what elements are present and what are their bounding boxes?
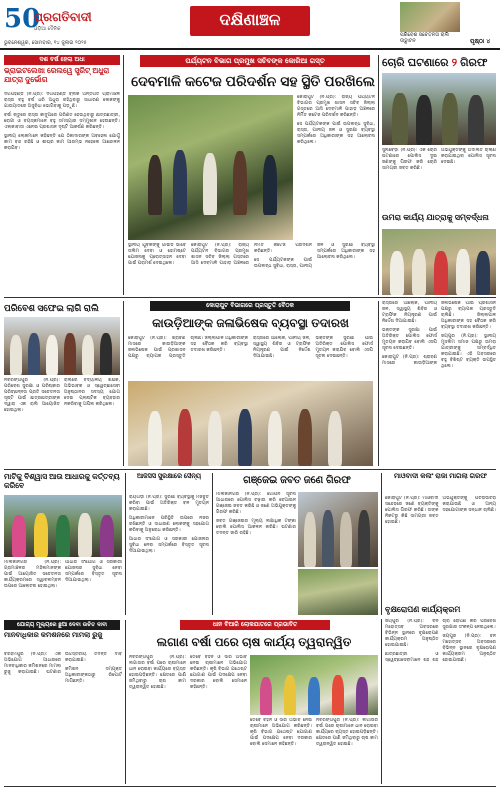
story-5-paragraph: ନବରଙ୍ଗପୁର (ନି.ପ୍ର): ପରିବେଶ ସୁରକ୍ଷା ଓ ପରିଷ୍କାର ପରିଚ୍ଛନ୍ନତା ପ୍ରତି ସଚେତନତା ସୃଷ୍ଟି ପାଇଁ ଛାତ୍ରଛାତ୍ରୀଙ୍କ ଦ୍ୱାରା ଏକ ରାଲି ଆୟୋଜିତ ହୋଇଥିଲା। <box>4 378 60 413</box>
logo-tagline: ଓଡ଼ିଆ ଦୈନିକ <box>34 26 61 32</box>
footer-rule <box>4 786 496 787</box>
logo-name: ପ୍ରଗତିବାଦୀ <box>34 10 92 24</box>
story-5-body <box>4 378 120 466</box>
story-2-paragraph: କୋରାପୁଟ (ନି.ପ୍ର): ରାଜ୍ୟ ପର୍ଯ୍ୟଟନ ବିଭାଗର ପ୍ରମୁଖ ଶାସନ ସଚିବ ଜିଲ୍ଲା ଗସ୍ତରେ ଆସି ଦେବମାଳି ପାହାଡ଼ ଅଞ୍ଚଳରେ ନିର୍ମିତ କଟେଜ ପରିଦର୍ଶନ କରିଛନ୍ତି। <box>191 243 312 266</box>
story-3-headline-number: ୨ <box>451 57 458 69</box>
story-6-paragraph: ରାସ୍ତାରେ ଆଲୋକ, ପାନୀୟ ଜଳ, ସ୍ୱାସ୍ଥ୍ୟ ଶିବିର ଓ ଟ୍ରାଫିକ ନିୟନ୍ତ୍ରଣ ପାଇଁ ନିର୍ଦ୍ଦେଶ ଦିଆଯାଇଛି। <box>253 336 311 359</box>
story-7-body <box>4 560 122 615</box>
story-5-paragraph: ରାଲିରେ ବିଦ୍ୟାଳୟ ଶିକ୍ଷକ, ଅଭିଭାବକ ଓ ସ୍ୱେଚ୍ଛାସେବୀ ଅନୁଷ୍ଠାନର ସଦସ୍ୟ ଯୋଗ ଦେଇ ପ୍ଲାଷ୍ଟିକ ବ୍ୟବହାର ନକରିବାକୁ ଅପିଲ କରିଥିଲେ। <box>64 378 120 407</box>
story-9-photo <box>298 492 378 567</box>
issue-dateline: ଭୁବନେଶ୍ୱର, ସୋମବାର, ୧୪ ଜୁଲାଇ ୨୦୨୫ <box>4 40 87 46</box>
story-13-paragraph: ନବରଙ୍ଗପୁର (ନି.ପ୍ର): ଲଗାତାର ବର୍ଷା ପରେ ଚାଷୀମାନେ ଧାନ ରୋଇବା କାର୍ଯ୍ୟରେ ବ୍ୟସ୍ତ ହୋଇପଡ଼ିଛନ୍ତି। କ୍ଷେତରେ ପାଣି ଜମିଥିବାରୁ ଚାଷ କାମ ତ୍ୱରାନ୍ୱିତ ହୋଇଛି। <box>129 655 186 690</box>
story-12-body <box>4 652 122 784</box>
story-1-kicker: ଦଶ ବର୍ଷ ହେଲା ଅଧା <box>4 55 120 65</box>
column-rule <box>381 473 382 615</box>
story-8-paragraph: ଅଧିକାରୀମାନେ ପରିସ୍ଥିତି ଉପରେ ନଜର ରଖିଛନ୍ତି ଓ ସାଧାରଣ ଲୋକଙ୍କୁ ସହଯୋଗ କରିବାକୁ ଅନୁରୋଧ କରିଛନ୍ତି। <box>129 516 209 533</box>
story-3-paragraph: ଅଭିଯୁକ୍ତଙ୍କୁ ଅଦାଲତ ଚାଲାଣ କରାଯାଇଥିବା ପୋଲିସ ସୂଚନା ଦେଇଛି। <box>441 148 496 165</box>
story-2-headline: ଦେବମାଳି କଟେଜ ପରିଦର୍ଶନ ସହ ସ୍ଥିତି ପରଖିଲେ <box>131 73 375 89</box>
story-9-body <box>216 492 296 615</box>
story-12-paragraph: କମିଶନ ସମ୍ପୃକ୍ତ ଅଧିକାରୀଙ୍କଠାରୁ ରିପୋର୍ଟ ମାଗିଛନ୍ତି। <box>65 667 122 684</box>
story-6-paragraph: ରାସ୍ତାରେ ଆଲୋକ, ପାନୀୟ ଜଳ, ସ୍ୱାସ୍ଥ୍ୟ ଶିବିର ଓ ଟ୍ରାଫିକ ନିୟନ୍ତ୍ରଣ ପାଇଁ ନିର୍ଦ୍ଦେଶ ଦିଆଯାଇଛି। <box>382 301 437 324</box>
story-11-body <box>385 619 496 784</box>
story-10-paragraph: ଅଭିଯୁକ୍ତଙ୍କୁ ପଚରାଉଚରା କରାଯାଉଛି ଓ ଅନ୍ୟ ସହଯୋଗୀଙ୍କ ସନ୍ଧାନ ଚାଲିଛି। <box>442 496 496 513</box>
story-1-paragraph: ବର୍ଷା ଋତୁରେ ରାସ୍ତା କାଦୁଅରେ ପରିଣତ ହେଉଥିବାରୁ ଛାତ୍ରଛାତ୍ରୀ, ରୋଗୀ ଓ ବୟସ୍କମାନେ ବହୁ ସମସ୍ୟାର ସମ୍ମୁଖୀନ ହେଉଛନ୍ତି। ଏଲାକାବାସୀ ଏନେଇ ପ୍ରଶାସନ ଦୃଷ୍ଟି ଆକର୍ଷଣ କରିଛନ୍ତି। <box>4 113 120 130</box>
story-4-paragraph: ଜୟପୁର (ନି.ପ୍ର): ସ୍ଥାନୀୟ ମୁସଲିମ ସମାଜ ପକ୍ଷରୁ ଉମରା ଯାତ୍ରୀଙ୍କୁ ସମ୍ବର୍ଦ୍ଧିତ କରାଯାଇଛି। ଏହି ଅବସରରେ ବହୁ ବିଶିଷ୍ଟ ବ୍ୟକ୍ତି ଉପସ୍ଥିତ ଥିଲେ। <box>441 334 496 369</box>
story-6-paragraph: ଭକ୍ତଙ୍କ ସୁରକ୍ଷା ପାଇଁ ଅତିରିକ୍ତ ପୋଲିସ ଫୋର୍ସ ମୁତୟନ କରାଯିବ ବୋଲି ଏସପି ସୂଚନା ଦେଇଛନ୍ତି। <box>315 336 373 359</box>
story-3-headline <box>382 55 496 71</box>
column-rule <box>212 473 213 615</box>
story-13-kicker: ଧାନ ବିଆରି ଲୋକଯାତରେ ପ୍ରଭାବିତ <box>180 620 330 630</box>
story-1-body <box>4 92 120 292</box>
story-8-paragraph: ଆଧାର ସଂଯୋଗ ଓ ସରକାରୀ ଯୋଜନାର ସୁବିଧା ନେବା ସମ୍ପର୍କରେ ବିସ୍ତୃତ ସୂଚନା ଦିଆଯାଇଥିଲା। <box>129 537 209 554</box>
story-13-body <box>129 655 247 784</box>
column-rule <box>381 619 382 784</box>
story-9-seized-goods-photo <box>298 569 378 615</box>
promo-caption: ପରିବେଶ ସଚେତନତା ରାଲି ଉଦ୍ଘାଟନ <box>400 32 449 44</box>
column-rule <box>123 55 124 295</box>
story-7-paragraph: ମାଲକାନଗିରି (ନି.ପ୍ର): ଗ୍ରାମାଞ୍ଚଳର ମହିଳାମାନଙ୍କ ପାଇଁ ଆୟୋଜିତ ସଚେତନତା କାର୍ଯ୍ୟକ୍ରମରେ ସ୍ୱାବଲମ୍ବନ ଉପରେ ଆଲୋଚନା ହୋଇଥିଲା। <box>4 560 61 589</box>
newspaper-logo <box>4 4 154 44</box>
story-9-paragraph: ମାଲକାନଗିରି (ନି.ପ୍ର): ଗୋପନ ସୂଚନା ଆଧାରରେ ପୋଲିସ ଚଢ଼ାଉ କରି ବେଆଇନ ଗଞ୍ଜେଇ ଜବତ କରିଛି ଓ ଜଣେ ଅଭିଯୁକ୍ତଙ୍କୁ ଗିରଫ କରିଛି। <box>216 492 296 515</box>
story-2-photo <box>128 95 293 240</box>
story-6-paragraph: କୋରାପୁଟ (ନି.ପ୍ର): ଶ୍ରାବଣ ମାସରେ କାଉଡ଼ିଆଙ୍କ ଜଳାଭିଷେକ ପାଇଁ ପ୍ରଶାସନ ପକ୍ଷରୁ ବ୍ୟାପକ ପ୍ରସ୍ତୁତି ଚାଲିଛି। ଜିଲ୍ଲାପାଳ ଅଧିକାରୀଙ୍କ ସହ ବୈଠକ କରି ବ୍ୟବସ୍ଥା ତଦାରଖ କରିଛନ୍ତି। <box>382 301 496 366</box>
story-13-paragraph: ତେବେ ବିହନ ଓ ସାର ଅଭାବ ନେଇ ଚାଷୀମାନେ ଅଭିଯୋଗ କରିଛନ୍ତି। କୃଷି ବିଭାଗ ଯଥେଷ୍ଟ ଯୋଗାଣ ପାଇଁ ପଦକ୍ଷେପ ନେବା ଦରକାର ବୋଲି ସେମାନେ କହିଛନ୍ତି। <box>190 655 247 690</box>
story-6-body <box>128 336 373 378</box>
masthead <box>0 0 500 50</box>
story-4-photo <box>382 229 496 295</box>
story-13-photo-field <box>250 655 378 715</box>
story-6-headline: କାଉଡ଼ିଆଙ୍କ ଜଳାଭିଷେକ ବ୍ୟବସ୍ଥା ତଦାରଖ <box>152 316 349 330</box>
story-13-paragraph: ତେବେ ବିହନ ଓ ସାର ଅଭାବ ନେଇ ଚାଷୀମାନେ ଅଭିଯୋଗ କରିଛନ୍ତି। କୃଷି ବିଭାଗ ଯଥେଷ୍ଟ ଯୋଗାଣ ପାଇଁ ପଦକ୍ଷେପ ନେବା ଦରକାର ବୋଲି ସେମାନେ କହିଛନ୍ତି। <box>250 718 312 747</box>
story-2-paragraph: ସେ ପର୍ଯ୍ୟଟକଙ୍କ ପାଇଁ ଉପଲବ୍ଧ ସୁବିଧା, ରାସ୍ତା, ପାନୀୟ ଜଳ ଓ ସୁରକ୍ଷା ବ୍ୟବସ୍ଥା ସମ୍ପର୍କରେ ଅଧିକାରୀଙ୍କ ସହ ଆଲୋଚନା କରିଥିଲେ। <box>297 122 375 145</box>
story-5-headline: ପରିବେଶ ସଫେଇ ଲାଗି ରାଲି <box>4 303 99 313</box>
story-7-headline: ମାଟିକୁ ବିଶ୍ୱାସ ଆଉ ଆଧାରକୁ କର୍ତ୍ତବ୍ୟ କରିବେ <box>4 473 120 490</box>
story-3-photo <box>382 73 496 145</box>
story-12-paragraph: ବରହମପୁର (ନି.ପ୍ର): ଏକ ଅଭିଯୋଗ ଆଧାରରେ ମାନବାଧିକାର କମିଶନରେ ମାମଲା ରୁଜୁ କରାଯାଇଛି। ଘଟଣାର ଉଚ୍ଚସ୍ତରୀୟ ତଦନ୍ତ ଦାବି କରାଯାଇଛି। <box>4 652 122 675</box>
story-11-paragraph: ଛାତ୍ରଛାତ୍ରୀ ଓ ସ୍ୱେଚ୍ଛାସେବୀମାନେ ଶହ ଶହ ଚାରା ରୋପଣ କରି ପରିବେଶ ସୁରକ୍ଷାର ସଂକଳ୍ପ ନେଇଥିଲେ। <box>385 619 496 663</box>
story-7-paragraph: ଆଧାର ସଂଯୋଗ ଓ ସରକାରୀ ଯୋଜନାର ସୁବିଧା ନେବା ସମ୍ପର୍କରେ ବିସ୍ତୃତ ସୂଚନା ଦିଆଯାଇଥିଲା। <box>65 560 122 583</box>
story-3-headline-prefix: ଚୋରି ଘଟଣାରେ <box>382 57 449 69</box>
story-1-paragraph: ସ୍ଥାନୀୟ ଲୋକମାନେ କହିଛନ୍ତି ଯେ ଠିକାଦାରଙ୍କ ଅବହେଳା ଯୋଗୁଁ କାମ ବନ୍ଦ ରହିଛି ଓ ଶୀଘ୍ର କାମ ଆରମ୍ଭ ନହେଲେ ଆନ୍ଦୋଳନ କରାଯିବ। <box>4 134 120 151</box>
story-6-paragraph: ଭକ୍ତଙ୍କ ସୁରକ୍ଷା ପାଇଁ ଅତିରିକ୍ତ ପୋଲିସ ଫୋର୍ସ ମୁତୟନ କରାଯିବ ବୋଲି ଏସପି ସୂଚନା ଦେଇଛନ୍ତି। <box>382 328 437 351</box>
story-6-paragraph: କୋରାପୁଟ (ନି.ପ୍ର): ଶ୍ରାବଣ ମାସରେ କାଉଡ଼ିଆଙ୍କ ଜଳାଭିଷେକ ପାଇଁ ପ୍ରଶାସନ ପକ୍ଷରୁ ବ୍ୟାପକ ପ୍ରସ୍ତୁତି ଚାଲିଛି। ଜିଲ୍ଲାପାଳ ଅଧିକାରୀଙ୍କ ସହ ବୈଠକ କରି ବ୍ୟବସ୍ଥା ତଦାରଖ କରିଛନ୍ତି। <box>128 336 248 359</box>
story-3-headline-suffix: ଗିରଫ <box>460 57 488 69</box>
section-title: ଦକ୍ଷିଣାଞ୍ଚଳ <box>190 6 310 36</box>
story-2-body-col-b <box>128 243 375 293</box>
story-10-headline: ମାଓବାଦୀ କଲିଂ ରାଜା ମାଗିଲା ଗିରଫ <box>393 473 488 480</box>
story-9-paragraph: ଜବତ ଗଞ୍ଜେଇର ମୂଲ୍ୟ ଲକ୍ଷାଧିକ ଟଙ୍କା ବୋଲି ପୋଲିସ ଆକଳନ କରିଛି। ଘଟଣାର ତଦନ୍ତ ଜାରି ରହିଛି। <box>216 519 296 536</box>
story-10-paragraph: କୋରାପୁଟ (ନି.ପ୍ର): ମାଓବାଦୀ ସନ୍ଦେହରେ ଜଣେ ବ୍ୟକ୍ତିଙ୍କୁ ପୋଲିସ ଗିରଫ କରିଛି। ତାଙ୍କ ନିକଟରୁ କିଛି ସାମଗ୍ରୀ ଜବତ ହୋଇଛି। <box>385 496 439 525</box>
story-2-paragraph: ସେ ପର୍ଯ୍ୟଟକଙ୍କ ପାଇଁ ଉପଲବ୍ଧ ସୁବିଧା, ରାସ୍ତା, ପାନୀୟ ଜଳ ଓ ସୁରକ୍ଷା ବ୍ୟବସ୍ଥା ସମ୍ପର୍କରେ ଅଧିକାରୀଙ୍କ ସହ ଆଲୋଚନା କରିଥିଲେ। <box>254 243 375 269</box>
story-2-kicker: ପର୍ଯ୍ୟଟନ ବିଭାଗ ପ୍ରମୁଖ ସଚିବଙ୍କ କୋରିଆ ଗସ୍ତ <box>140 55 370 67</box>
column-rule <box>123 301 124 466</box>
page-number: ପୃଷ୍ଠା ୪ <box>470 38 491 45</box>
story-8-paragraph: ରାୟଗଡ଼ା (ନି.ପ୍ର): ସୁରକ୍ଷା ବ୍ୟବସ୍ଥାକୁ ମଜବୁତ କରିବା ପାଇଁ ଅତିରିକ୍ତ ବଳ ମୁତୟନ କରାଯାଇଛି। <box>129 495 209 512</box>
column-rule <box>378 55 379 295</box>
story-1-headline: ଭ୍ରାଇଟଲେଖା ରେଲୱେ ସ୍ତ୍ରିଟ୍ ଅଧୁରା ଯାତ୍ରା ଦୁର୍ଭୋଗ <box>4 67 110 84</box>
story-7-photo <box>4 495 122 557</box>
story-2-paragraph: ସ୍ଥାନୀୟ ଯୁବକଙ୍କୁ ଗାଇଡ ଭାବେ ତାଲିମ ଦେବା ଓ ହୋମଷ୍ଟେ ଯୋଜନାକୁ ପ୍ରୋତ୍ସାହନ ଦେବା ପାଇଁ ପରାମର୍ଶ ଦେଇଥିଲେ। <box>128 243 186 266</box>
story-13-headline: ଲଗାଣ ବର୍ଷା ପରେ ଚାଷ କାର୍ଯ୍ୟ ତ୍ୱରାନ୍ୱିତ <box>156 635 352 649</box>
story-11-headline: ବୃକ୍ଷରୋପଣ କାର୍ଯ୍ୟକ୍ରମ <box>385 605 461 614</box>
story-13-body-continued <box>250 718 378 784</box>
promo-photo <box>400 2 460 32</box>
story-6-body-continued <box>382 301 496 466</box>
story-11-paragraph: ଜୟପୁର (ନି.ପ୍ର): ବନ ମହୋତ୍ସବ ଅବସରରେ ବିଭିନ୍ନ ସ୍ଥାନରେ ବୃକ୍ଷରୋପଣ କାର୍ଯ୍ୟକ୍ରମ ଅନୁଷ୍ଠିତ ହୋଇଯାଇଛି। <box>385 619 439 648</box>
story-8-headline: ଆଜିସିସି ସୁରକ୍ଷାରେ ସୈନ୍ୟ <box>136 473 202 480</box>
story-12-kicker: ଯୋଗ୍ୟ ମୂଲ୍ୟରେ ଛୁଆ ଦେବା ଉଚିତ ଦାବୀ <box>4 620 120 630</box>
story-6-kicker: କୋରାପୁଟ ବିଭାଗରେ ପ୍ରସ୍ତୁତି ବୈଠକ <box>150 301 350 311</box>
column-rule <box>125 473 126 615</box>
story-10-body <box>385 496 496 601</box>
story-3-paragraph: ସୁନାବେଡ଼ା (ନି.ପ୍ର): ଏକ ଚୋରି ଘଟଣାରେ ପୋଲିସ ଦୁଇ ଜଣଙ୍କୁ ଗିରଫ କରି ଚୋରି ସାମଗ୍ରୀ ଜବତ କରିଛି। <box>382 148 437 171</box>
story-9-headline: ଗଞ୍ଜେଇ ଜବତ ଜଣେ ଗିରଫ <box>243 475 351 486</box>
story-4-headline: ଉମରା କାର୍ଯ୍ୟ ଯାତ୍ରାକୁ ସମ୍ବର୍ଦ୍ଧନା <box>382 213 489 222</box>
story-11-paragraph: ଜୟପୁର (ନି.ପ୍ର): ବନ ମହୋତ୍ସବ ଅବସରରେ ବିଭିନ୍ନ ସ୍ଥାନରେ ବୃକ୍ଷରୋପଣ କାର୍ଯ୍ୟକ୍ରମ ଅନୁଷ୍ଠିତ ହୋଇଯାଇଛି। <box>442 634 496 663</box>
story-1-paragraph: ଦିଗପହଣ୍ଡି (ନି.ପ୍ର): ଦିଗପହଣ୍ଡି ବ୍ଲକ ଅନ୍ତର୍ଗତ ଗ୍ରାମାଞ୍ଚଳ ରାସ୍ତା ବହୁ ବର୍ଷ ଧରି ଅଧୁରା ରହିଥିବାରୁ ସାଧାରଣ ଲୋକଙ୍କୁ ଯାତାୟାତରେ ଅସୁବିଧା ଭୋଗିବାକୁ ପଡ଼ୁଛି। <box>4 92 120 109</box>
section-rule <box>4 469 496 470</box>
story-2-body-col-a <box>297 95 375 240</box>
logo-anniversary-number: 50 <box>4 4 41 34</box>
section-rule <box>4 297 496 298</box>
story-13-paragraph: ନବରଙ୍ଗପୁର (ନି.ପ୍ର): ଲଗାତାର ବର୍ଷା ପରେ ଚାଷୀମାନେ ଧାନ ରୋଇବା କାର୍ଯ୍ୟରେ ବ୍ୟସ୍ତ ହୋଇପଡ଼ିଛନ୍ତି। କ୍ଷେତରେ ପାଣି ଜମିଥିବାରୁ ଚାଷ କାମ ତ୍ୱରାନ୍ୱିତ ହୋଇଛି। <box>316 718 378 747</box>
story-5-photo <box>4 317 120 375</box>
column-rule <box>378 301 379 466</box>
column-rule <box>125 620 126 784</box>
story-8-body <box>129 495 209 615</box>
story-12-headline: ମାନବାଧିକାର କମିଶନରେ ମାମଲା ରୁଜୁ <box>4 632 103 639</box>
story-2-paragraph: କୋରାପୁଟ (ନି.ପ୍ର): ରାଜ୍ୟ ପର୍ଯ୍ୟଟନ ବିଭାଗର ପ୍ରମୁଖ ଶାସନ ସଚିବ ଜିଲ୍ଲା ଗସ୍ତରେ ଆସି ଦେବମାଳି ପାହାଡ଼ ଅଞ୍ଚଳରେ ନିର୍ମିତ କଟେଜ ପରିଦର୍ଶନ କରିଛନ୍ତି। <box>297 95 375 118</box>
story-3-body <box>382 148 496 210</box>
story-6-photo <box>128 381 373 466</box>
